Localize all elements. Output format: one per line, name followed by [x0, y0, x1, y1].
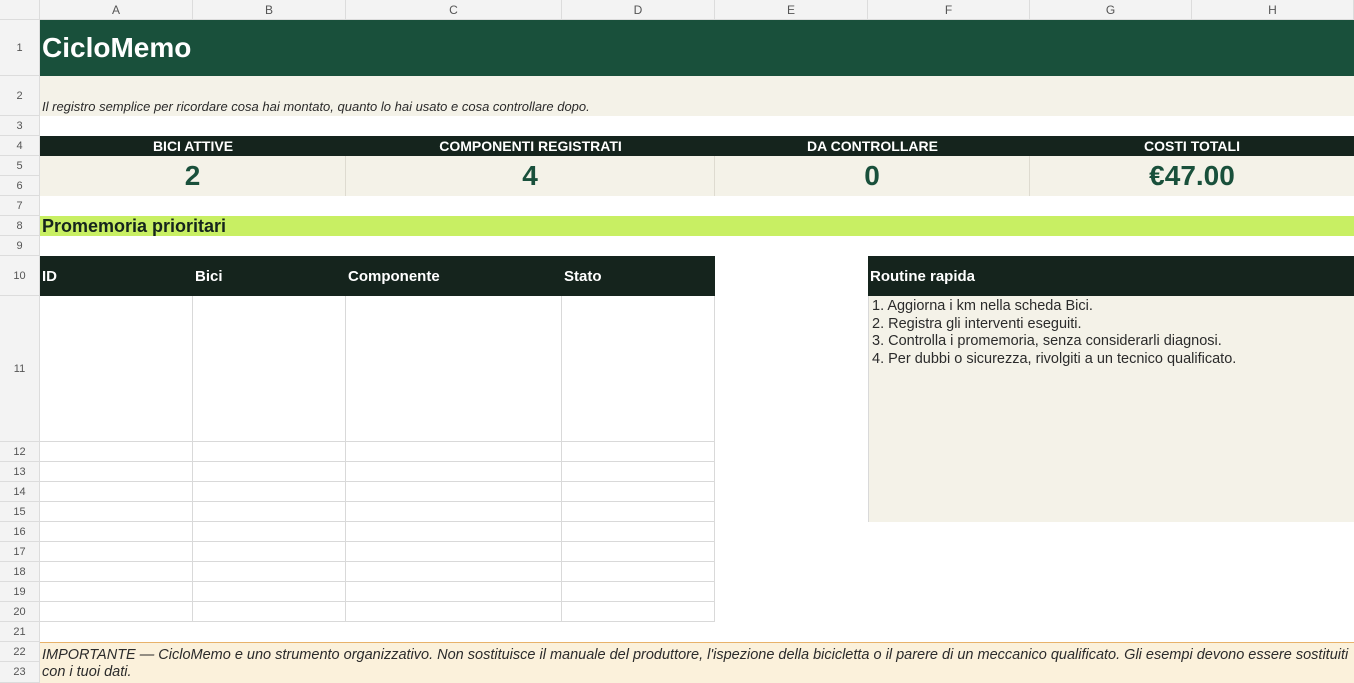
table-cell[interactable]	[193, 502, 346, 522]
row-header-1[interactable]: 1	[0, 20, 40, 76]
table-cell[interactable]	[562, 296, 715, 442]
table-cell[interactable]	[562, 522, 715, 542]
column-header-b[interactable]: B	[193, 0, 346, 20]
table-cell[interactable]	[193, 542, 346, 562]
table-cell[interactable]	[40, 582, 193, 602]
table-cell[interactable]	[346, 296, 562, 442]
table-cell[interactable]	[40, 562, 193, 582]
table-cell[interactable]	[193, 296, 346, 442]
row-header-8[interactable]: 8	[0, 216, 40, 236]
table-cell[interactable]	[346, 442, 562, 462]
table-cell[interactable]	[40, 602, 193, 622]
table-cell[interactable]	[193, 582, 346, 602]
row-header-12[interactable]: 12	[0, 442, 40, 462]
routine-step-3: 3. Controlla i promemoria, senza considerarli diagnosi.	[872, 333, 1222, 349]
table-cell[interactable]	[562, 562, 715, 582]
routine-title[interactable]: Routine rapida	[868, 256, 1354, 296]
row-header-10[interactable]: 10	[0, 256, 40, 296]
table-cell[interactable]	[346, 602, 562, 622]
row-header-4[interactable]: 4	[0, 136, 40, 156]
table-cell[interactable]	[562, 462, 715, 482]
row-header-21[interactable]: 21	[0, 622, 40, 642]
row-header-7[interactable]: 7	[0, 196, 40, 216]
table-cell[interactable]	[193, 602, 346, 622]
table-cell[interactable]	[346, 522, 562, 542]
table-cell[interactable]	[40, 462, 193, 482]
sheet-subtitle[interactable]: Il registro semplice per ricordare cosa hai montato, quanto lo hai usato e cosa controllare dopo.	[40, 76, 1354, 116]
routine-step-1: 1. Aggiorna i km nella scheda Bici.	[872, 298, 1093, 314]
row-header-18[interactable]: 18	[0, 562, 40, 582]
table-cell[interactable]	[562, 442, 715, 462]
row-header-15[interactable]: 15	[0, 502, 40, 522]
table-cell[interactable]	[193, 522, 346, 542]
row-header-5[interactable]: 5	[0, 156, 40, 176]
table-cell[interactable]	[40, 542, 193, 562]
table-cell[interactable]	[193, 562, 346, 582]
table-cell[interactable]	[346, 562, 562, 582]
column-header-c[interactable]: C	[346, 0, 562, 20]
table-cell[interactable]	[40, 482, 193, 502]
column-header-d[interactable]: D	[562, 0, 715, 20]
row-header-23[interactable]: 23	[0, 662, 40, 683]
table-cell[interactable]	[346, 462, 562, 482]
row-header-11[interactable]: 11	[0, 296, 40, 442]
table-cell[interactable]	[40, 502, 193, 522]
table-cell[interactable]	[346, 582, 562, 602]
kpi-value-costi-totali[interactable]: €47.00	[1030, 156, 1354, 196]
row-header-2[interactable]: 2	[0, 76, 40, 116]
table-header-stato[interactable]: Stato	[562, 256, 715, 296]
kpi-label-componenti[interactable]: COMPONENTI REGISTRATI	[346, 136, 715, 156]
column-header-a[interactable]: A	[40, 0, 193, 20]
row-header-22[interactable]: 22	[0, 642, 40, 662]
table-cell[interactable]	[40, 296, 193, 442]
kpi-label-costi-totali[interactable]: COSTI TOTALI	[1030, 136, 1354, 156]
table-cell[interactable]	[346, 502, 562, 522]
table-cell[interactable]	[562, 582, 715, 602]
row-header-6[interactable]: 6	[0, 176, 40, 196]
section-title-promemoria[interactable]: Promemoria prioritari	[40, 216, 1354, 236]
table-cell[interactable]	[346, 542, 562, 562]
routine-step-2: 2. Registra gli interventi eseguiti.	[872, 315, 1082, 332]
row-header-16[interactable]: 16	[0, 522, 40, 542]
routine-step-4: 4. Per dubbi o sicurezza, rivolgiti a un tecnico qualificato.	[872, 350, 1237, 367]
table-cell[interactable]	[40, 522, 193, 542]
sheet-title[interactable]: CicloMemo	[40, 20, 1354, 76]
row-header-20[interactable]: 20	[0, 602, 40, 622]
kpi-label-bici-attive[interactable]: BICI ATTIVE	[40, 136, 346, 156]
table-cell[interactable]	[346, 482, 562, 502]
table-cell[interactable]	[40, 442, 193, 462]
routine-steps[interactable]	[868, 296, 1354, 522]
table-cell[interactable]	[193, 462, 346, 482]
row-header-13[interactable]: 13	[0, 462, 40, 482]
kpi-label-da-controllare[interactable]: DA CONTROLLARE	[715, 136, 1030, 156]
disclaimer-note[interactable]: IMPORTANTE — CicloMemo e uno strumento organizzativo. Non sostituisce il manuale del produttore, l'ispezione della bicicletta o il parere di un meccanico qualificato. Gli esempi devono essere sostituiti con i tuoi dati.	[40, 642, 1354, 683]
table-header-id[interactable]: ID	[40, 256, 193, 296]
column-header-g[interactable]: G	[1030, 0, 1192, 20]
table-header-componente[interactable]: Componente	[346, 256, 562, 296]
row-header-3[interactable]: 3	[0, 116, 40, 136]
table-cell[interactable]	[562, 482, 715, 502]
table-cell[interactable]	[562, 602, 715, 622]
column-header-h[interactable]: H	[1192, 0, 1354, 20]
table-cell[interactable]	[193, 482, 346, 502]
kpi-value-da-controllare[interactable]: 0	[715, 156, 1030, 196]
row-header-9[interactable]: 9	[0, 236, 40, 256]
row-header-17[interactable]: 17	[0, 542, 40, 562]
table-cell[interactable]	[193, 442, 346, 462]
kpi-value-componenti[interactable]: 4	[346, 156, 715, 196]
row-header-19[interactable]: 19	[0, 582, 40, 602]
table-cell[interactable]	[562, 502, 715, 522]
table-cell[interactable]	[562, 542, 715, 562]
column-header-e[interactable]: E	[715, 0, 868, 20]
table-header-bici[interactable]: Bici	[193, 256, 346, 296]
kpi-value-bici-attive[interactable]: 2	[40, 156, 346, 196]
row-header-14[interactable]: 14	[0, 482, 40, 502]
column-header-f[interactable]: F	[868, 0, 1030, 20]
select-all-corner[interactable]	[0, 0, 40, 20]
